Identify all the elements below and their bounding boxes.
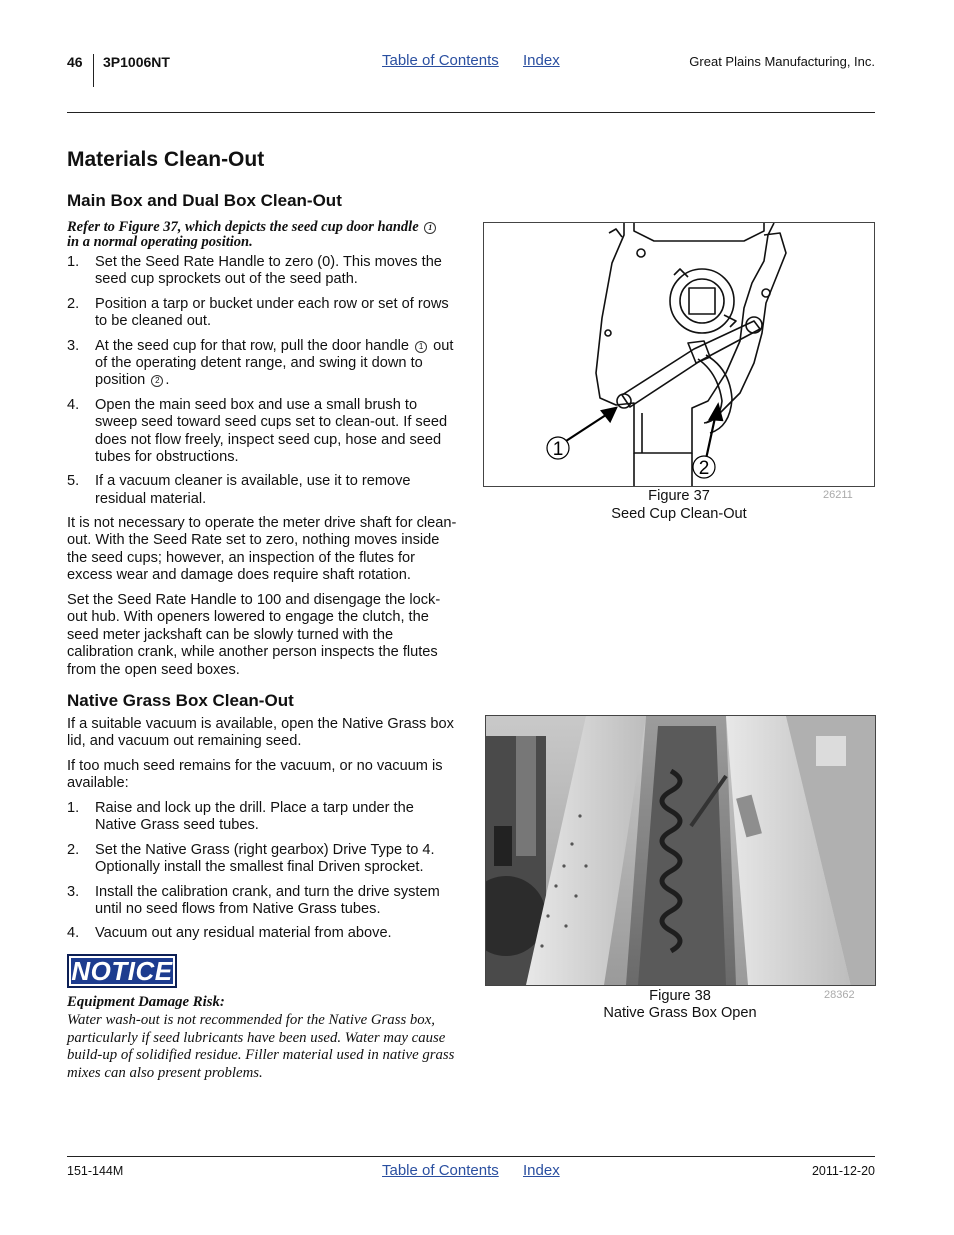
figure38-id: 28362 xyxy=(824,989,855,1001)
list-item xyxy=(67,473,459,508)
step-number: 5. xyxy=(67,473,80,490)
page-number: 46 xyxy=(67,54,83,70)
figure37-image xyxy=(483,222,875,487)
figure38-image xyxy=(485,715,876,986)
callout-1-icon: 1 xyxy=(415,341,427,353)
main-box-steps xyxy=(67,254,459,515)
header-divider xyxy=(93,54,94,87)
header-rule xyxy=(67,112,875,113)
callout-2-icon: 2 xyxy=(151,375,163,387)
footer-rule xyxy=(67,1156,875,1157)
notice-body: Water wash-out is not recommended for the Native Grass box, particularly if seed lubricants have been used. Water may cause build-up of solidified residue. Filler material used in native grass mixes can also present problems. xyxy=(67,1012,455,1081)
step-text xyxy=(95,338,459,390)
step-text: If a vacuum cleaner is available, use it to remove residual material. xyxy=(95,473,411,507)
step-number: 2. xyxy=(67,841,80,858)
page-title: Materials Clean-Out xyxy=(67,148,265,171)
step-text: Install the calibration crank, and turn the drive system until no seed flows from Native Grass tubes. xyxy=(95,883,440,918)
step-number: 4. xyxy=(67,396,80,413)
list-item xyxy=(67,254,459,289)
list-item xyxy=(67,884,459,919)
figure37-callout-1: 1 xyxy=(552,439,564,460)
step-text: Set the Seed Rate Handle to zero (0). This moves the seed cup sprockets out of the seed path. xyxy=(95,254,442,288)
native-grass-paragraph-1: If a suitable vacuum is available, open the Native Grass box lid, and vacuum out remaining seed. xyxy=(67,716,454,750)
header-index-link[interactable]: Index xyxy=(523,52,560,69)
notice-title: Equipment Damage Risk: xyxy=(67,994,225,1010)
figure37-callout-2: 2 xyxy=(698,458,710,479)
doc-number: 151-144M xyxy=(67,1164,124,1178)
callout-1-icon: 1 xyxy=(424,222,436,234)
step-text-c: . xyxy=(165,372,170,389)
native-grass-paragraph-2: If too much seed remains for the vacuum, or no vacuum is available: xyxy=(67,758,443,792)
list-item xyxy=(67,397,459,467)
figure37-id: 26211 xyxy=(823,489,853,501)
list-item xyxy=(67,338,459,390)
step-text: Set the Native Grass (right gearbox) Drive Type to 4. Optionally install the smallest final Driven sprocket. xyxy=(95,841,435,876)
step-text-a: At the seed cup for that row, pull the door handle xyxy=(95,337,409,354)
seed-cup-illustration xyxy=(484,223,874,486)
list-item xyxy=(67,296,459,331)
step-number: 4. xyxy=(67,925,80,942)
figure37-caption: Seed Cup Clean-Out xyxy=(611,506,747,522)
native-grass-heading: Native Grass Box Clean-Out xyxy=(67,691,294,710)
main-box-heading: Main Box and Dual Box Clean-Out xyxy=(67,191,342,210)
step-text: Raise and lock up the drill. Place a tarp under the Native Grass seed tubes. xyxy=(95,800,414,834)
native-grass-box-photo xyxy=(486,716,875,985)
company-name: Great Plains Manufacturing, Inc. xyxy=(689,54,875,69)
step-text-b: out of the operating detent range, and swing it down to position xyxy=(95,337,454,389)
model-name: 3P1006NT xyxy=(103,54,170,70)
step-number: 3. xyxy=(67,883,80,900)
figure37-label: Figure 37 xyxy=(648,488,710,504)
list-item xyxy=(67,800,459,835)
notice-badge: NOTICE xyxy=(67,954,177,988)
main-box-paragraph-2: Set the Seed Rate Handle to 100 and disengage the lock-out hub. With openers lowered to engage the clutch, the seed meter jackshaft can be slowly turned with the calibration crank, while another person inspects the flutes from the open seed boxes. xyxy=(67,592,441,678)
step-number: 1. xyxy=(67,254,80,270)
ref-text-a: Refer to Figure 37, which depicts the seed cup door handle xyxy=(67,219,419,235)
step-text: Position a tarp or bucket under each row or set of rows to be cleaned out. xyxy=(95,295,449,330)
footer-date: 2011-12-20 xyxy=(811,1164,875,1178)
ref-end: . xyxy=(249,234,253,250)
step-number: 3. xyxy=(67,337,80,354)
native-grass-steps xyxy=(67,800,459,950)
list-item xyxy=(67,925,459,942)
figure38-caption: Native Grass Box Open xyxy=(603,1005,757,1021)
list-item xyxy=(67,842,459,877)
step-number: 1. xyxy=(67,800,80,816)
figure38-label: Figure 38 xyxy=(649,988,711,1004)
figure37-reference xyxy=(67,220,462,250)
header-toc-link[interactable]: Table of Contents xyxy=(382,52,499,69)
ref-text-b: in a normal operating position xyxy=(67,234,250,250)
footer-index-link[interactable]: Index xyxy=(523,1162,560,1179)
step-number: 2. xyxy=(67,295,80,312)
step-text: Vacuum out any residual material from above. xyxy=(95,925,392,942)
main-box-paragraph-1: It is not necessary to operate the meter drive shaft for clean-out. With the Seed Rate set to zero, nothing moves inside the seed cups; however, an inspection of the flutes for excess wear and damage does require shaft rotation. xyxy=(67,515,457,584)
footer-toc-link[interactable]: Table of Contents xyxy=(382,1162,499,1179)
step-text: Open the main seed box and use a small brush to sweep seed toward seed cups set to clean-out. If seed does not flow freely, inspect seed cup, hose and seed tubes for obstructions. xyxy=(95,396,448,466)
